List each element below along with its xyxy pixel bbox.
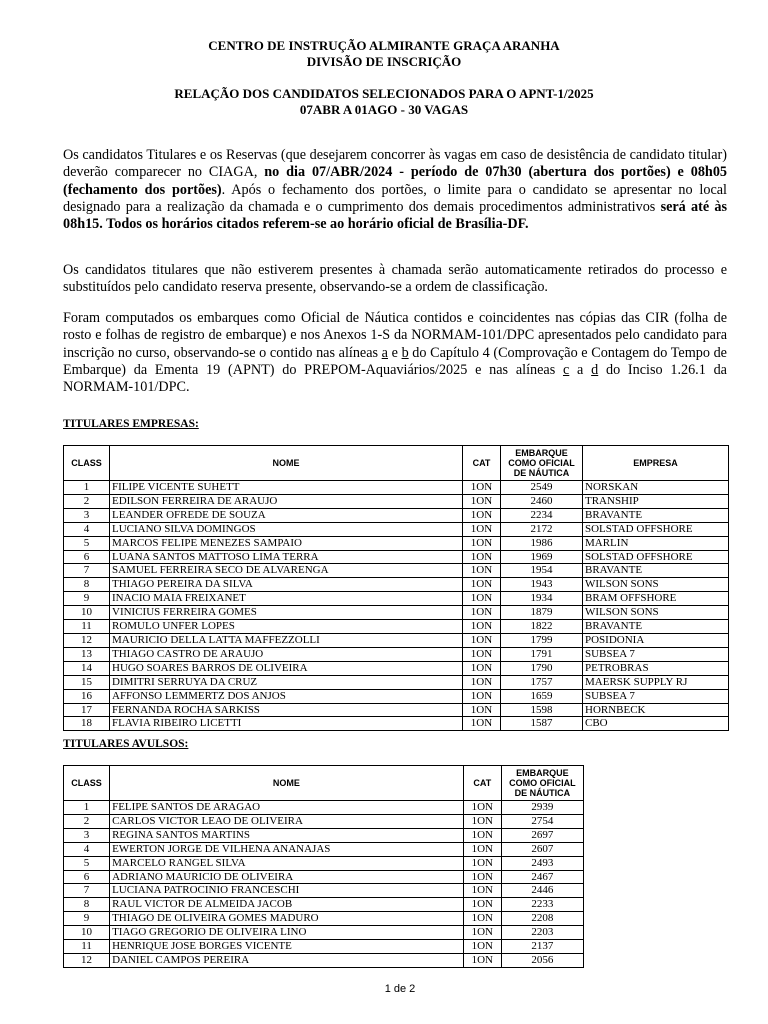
cell-cat: 1ON bbox=[463, 814, 501, 828]
table-row bbox=[64, 689, 729, 703]
cell-embarque: 2607 bbox=[501, 842, 583, 856]
cell-nome: CARLOS VICTOR LEAO DE OLIVEIRA bbox=[110, 814, 464, 828]
cell-class: 18 bbox=[64, 717, 110, 731]
paragraph-underlined-letter: b bbox=[401, 344, 409, 361]
cell-embarque: 1934 bbox=[501, 592, 583, 606]
paragraph-text: Foram computados os embarques como Oficial de Náutica contidos e coincidentes nas cópias das CIR (folha de rosto e folhas de registro de embarque) e nos Anexos 1-S da NORMAM-101/DPC apresentados pelo candidato para inscrição no curso, observando-se o contido nas alíneas bbox=[63, 310, 727, 361]
cell-empresa: TRANSHIP bbox=[583, 494, 729, 508]
cell-nome: THIAGO CASTRO DE ARAUJO bbox=[110, 647, 463, 661]
cell-cat: 1ON bbox=[463, 898, 501, 912]
cell-nome: RAUL VICTOR DE ALMEIDA JACOB bbox=[110, 898, 464, 912]
cell-cat: 1ON bbox=[463, 689, 501, 703]
cell-class: 6 bbox=[64, 870, 110, 884]
table-row bbox=[64, 675, 729, 689]
cell-embarque: 1879 bbox=[501, 606, 583, 620]
cell-cat: 1ON bbox=[463, 884, 501, 898]
cell-empresa: POSIDONIA bbox=[583, 633, 729, 647]
paragraph-text: . Após o fechamento dos portões, o limite para o candidato se apresentar no local designado para a realização da chamada e o cumprimento dos demais procedimentos administrativos bbox=[63, 181, 727, 215]
table-row bbox=[64, 842, 584, 856]
cell-embarque: 2203 bbox=[501, 926, 583, 940]
cell-class: 16 bbox=[64, 689, 110, 703]
cell-cat: 1ON bbox=[463, 912, 501, 926]
cell-cat: 1ON bbox=[463, 661, 501, 675]
cell-cat: 1ON bbox=[463, 564, 501, 578]
cell-nome: FILIPE VICENTE SUHETT bbox=[110, 481, 463, 495]
cell-class: 14 bbox=[64, 661, 110, 675]
cell-embarque: 2172 bbox=[501, 522, 583, 536]
cell-class: 10 bbox=[64, 926, 110, 940]
cell-empresa: HORNBECK bbox=[583, 703, 729, 717]
cell-embarque: 2446 bbox=[501, 884, 583, 898]
table-row bbox=[64, 564, 729, 578]
cell-class: 17 bbox=[64, 703, 110, 717]
table-row bbox=[64, 898, 584, 912]
table-row bbox=[64, 828, 584, 842]
cell-embarque: 1598 bbox=[501, 703, 583, 717]
cell-empresa: CBO bbox=[583, 717, 729, 731]
cell-class: 15 bbox=[64, 675, 110, 689]
cell-class: 2 bbox=[64, 494, 110, 508]
cell-cat: 1ON bbox=[463, 801, 501, 815]
cell-cat: 1ON bbox=[463, 675, 501, 689]
cell-embarque: 1986 bbox=[501, 536, 583, 550]
cell-cat: 1ON bbox=[463, 592, 501, 606]
cell-embarque: 2493 bbox=[501, 856, 583, 870]
cell-cat: 1ON bbox=[463, 856, 501, 870]
cell-cat: 1ON bbox=[463, 606, 501, 620]
cell-class: 13 bbox=[64, 647, 110, 661]
table-row bbox=[64, 606, 729, 620]
cell-empresa: BRAVANTE bbox=[583, 564, 729, 578]
table-row bbox=[64, 522, 729, 536]
document-title: RELAÇÃO DOS CANDIDATOS SELECIONADOS PARA O APNT-1/2025 bbox=[174, 86, 594, 101]
cell-cat: 1ON bbox=[463, 620, 501, 634]
cell-empresa: WILSON SONS bbox=[583, 578, 729, 592]
cell-nome: ADRIANO MAURICIO DE OLIVEIRA bbox=[110, 870, 464, 884]
cell-nome: INACIO MAIA FREIXANET bbox=[110, 592, 463, 606]
cell-nome: MARCELO RANGEL SILVA bbox=[110, 856, 464, 870]
cell-nome: FERNANDA ROCHA SARKISS bbox=[110, 703, 463, 717]
cell-class: 11 bbox=[64, 940, 110, 954]
table-row bbox=[64, 870, 584, 884]
cell-embarque: 2467 bbox=[501, 870, 583, 884]
cell-class: 8 bbox=[64, 578, 110, 592]
cell-empresa: SUBSEA 7 bbox=[583, 647, 729, 661]
cell-embarque: 2056 bbox=[501, 953, 583, 967]
table-row bbox=[64, 508, 729, 522]
cell-class: 2 bbox=[64, 814, 110, 828]
cell-nome: THIAGO PEREIRA DA SILVA bbox=[110, 578, 463, 592]
cell-cat: 1ON bbox=[463, 508, 501, 522]
division-title: DIVISÃO DE INSCRIÇÃO bbox=[306, 54, 462, 69]
cell-cat: 1ON bbox=[463, 481, 501, 495]
cell-nome: FLAVIA RIBEIRO LICETTI bbox=[110, 717, 463, 731]
cell-nome: DIMITRI SERRUYA DA CRUZ bbox=[110, 675, 463, 689]
cell-embarque: 1822 bbox=[501, 620, 583, 634]
cell-empresa: NORSKAN bbox=[583, 481, 729, 495]
cell-cat: 1ON bbox=[463, 647, 501, 661]
cell-embarque: 2549 bbox=[501, 481, 583, 495]
table-header-row bbox=[64, 446, 729, 481]
cell-nome: THIAGO DE OLIVEIRA GOMES MADURO bbox=[110, 912, 464, 926]
cell-class: 5 bbox=[64, 856, 110, 870]
cell-empresa: SUBSEA 7 bbox=[583, 689, 729, 703]
cell-embarque: 1791 bbox=[501, 647, 583, 661]
table-row bbox=[64, 661, 729, 675]
table-row bbox=[64, 647, 729, 661]
cell-nome: REGINA SANTOS MARTINS bbox=[110, 828, 464, 842]
cell-class: 8 bbox=[64, 898, 110, 912]
cell-cat: 1ON bbox=[463, 703, 501, 717]
section-title-empresas: TITULARES EMPRESAS: bbox=[63, 418, 199, 430]
cell-cat: 1ON bbox=[463, 940, 501, 954]
column-header-embarque: EMBARQUE COMO OFICIAL DE NÁUTICA bbox=[501, 766, 583, 801]
table-row bbox=[64, 620, 729, 634]
table-row bbox=[64, 856, 584, 870]
cell-class: 12 bbox=[64, 633, 110, 647]
paragraph-text: e bbox=[387, 344, 402, 361]
cell-class: 6 bbox=[64, 550, 110, 564]
column-header-nome: NOME bbox=[110, 766, 464, 801]
paragraph-bold-text: será até às 08h15. Todos os horários citados referem-se ao horário oficial de Brasília-DF. bbox=[63, 198, 727, 233]
document-subtitle: 07ABR A 01AGO - 30 VAGAS bbox=[299, 102, 469, 117]
cell-nome: HUGO SOARES BARROS DE OLIVEIRA bbox=[110, 661, 463, 675]
cell-embarque: 1943 bbox=[501, 578, 583, 592]
cell-embarque: 1969 bbox=[501, 550, 583, 564]
cell-embarque: 1954 bbox=[501, 564, 583, 578]
table-row bbox=[64, 592, 729, 606]
cell-nome: DANIEL CAMPOS PEREIRA bbox=[110, 953, 464, 967]
section-title-avulsos: TITULARES AVULSOS: bbox=[63, 738, 189, 750]
column-header-cat: CAT bbox=[463, 766, 501, 801]
table-row bbox=[64, 494, 729, 508]
cell-embarque: 2697 bbox=[501, 828, 583, 842]
cell-embarque: 2754 bbox=[501, 814, 583, 828]
table-row bbox=[64, 926, 584, 940]
cell-class: 9 bbox=[64, 912, 110, 926]
cell-nome: LUCIANO SILVA DOMINGOS bbox=[110, 522, 463, 536]
cell-nome: LEANDER OFREDE DE SOUZA bbox=[110, 508, 463, 522]
cell-class: 3 bbox=[64, 828, 110, 842]
paragraph-bold-text: no dia 07/ABR/2024 - período de 07h30 (abertura dos portões) e 08h05 (fechamento dos portões) bbox=[63, 164, 728, 198]
cell-class: 7 bbox=[64, 564, 110, 578]
cell-nome: HENRIQUE JOSE BORGES VICENTE bbox=[110, 940, 464, 954]
cell-class: 4 bbox=[64, 842, 110, 856]
cell-empresa: MAERSK SUPPLY RJ bbox=[583, 675, 729, 689]
cell-empresa: BRAVANTE bbox=[583, 508, 729, 522]
table-row bbox=[64, 814, 584, 828]
paragraph-text: do Inciso 1.26.1 da NORMAM-101/DPC. bbox=[63, 361, 727, 396]
table-body bbox=[64, 481, 729, 731]
table-row bbox=[64, 703, 729, 717]
cell-class: 7 bbox=[64, 884, 110, 898]
paragraph-computation bbox=[63, 310, 727, 396]
cell-cat: 1ON bbox=[463, 578, 501, 592]
paragraph-text: do Capítulo 4 (Comprovação e Contagem do Tempo de Embarque) da Ementa 19 (APNT) do PREPOM-Aquaviários/2025 e nas alíneas bbox=[63, 344, 727, 378]
cell-class: 10 bbox=[64, 606, 110, 620]
cell-class: 9 bbox=[64, 592, 110, 606]
column-header-nome: NOME bbox=[110, 446, 463, 481]
cell-class: 1 bbox=[64, 481, 110, 495]
cell-empresa: BRAM OFFSHORE bbox=[583, 592, 729, 606]
cell-class: 1 bbox=[64, 801, 110, 815]
page-number: 1 de 2 bbox=[384, 983, 416, 995]
paragraph-underlined-letter: a bbox=[381, 344, 388, 361]
cell-empresa: MARLIN bbox=[583, 536, 729, 550]
cell-class: 11 bbox=[64, 620, 110, 634]
cell-empresa: PETROBRAS bbox=[583, 661, 729, 675]
paragraph-absence: Os candidatos titulares que não estiverem presentes à chamada serão automaticamente retirados do processo e substituídos pelo candidato reserva presente, observando-se a ordem de classificação. bbox=[63, 262, 727, 296]
cell-embarque: 2460 bbox=[501, 494, 583, 508]
table-row bbox=[64, 633, 729, 647]
cell-embarque: 1790 bbox=[501, 661, 583, 675]
institution-title: CENTRO DE INSTRUÇÃO ALMIRANTE GRAÇA ARANHA bbox=[208, 38, 560, 53]
cell-nome: VINICIUS FERREIRA GOMES bbox=[110, 606, 463, 620]
cell-cat: 1ON bbox=[463, 633, 501, 647]
cell-nome: LUANA SANTOS MATTOSO LIMA TERRA bbox=[110, 550, 463, 564]
cell-embarque: 1799 bbox=[501, 633, 583, 647]
table-row bbox=[64, 953, 584, 967]
table-row bbox=[64, 481, 729, 495]
cell-nome: FELIPE SANTOS DE ARAGAO bbox=[110, 801, 464, 815]
cell-cat: 1ON bbox=[463, 522, 501, 536]
cell-cat: 1ON bbox=[463, 870, 501, 884]
cell-nome: EDILSON FERREIRA DE ARAUJO bbox=[110, 494, 463, 508]
column-header-class: CLASS bbox=[64, 766, 110, 801]
cell-cat: 1ON bbox=[463, 550, 501, 564]
cell-embarque: 2233 bbox=[501, 898, 583, 912]
cell-nome: MARCOS FELIPE MENEZES SAMPAIO bbox=[110, 536, 463, 550]
cell-nome: EWERTON JORGE DE VILHENA ANANAJAS bbox=[110, 842, 464, 856]
cell-embarque: 2208 bbox=[501, 912, 583, 926]
table-row bbox=[64, 536, 729, 550]
cell-cat: 1ON bbox=[463, 953, 501, 967]
paragraph-instructions bbox=[63, 147, 727, 233]
cell-nome: MAURICIO DELLA LATTA MAFFEZZOLLI bbox=[110, 633, 463, 647]
paragraph-text: a bbox=[569, 361, 592, 378]
paragraph-text: Os candidatos Titulares e os Reservas (que desejarem concorrer às vagas em caso de desistência de candidato titular) deverão comparecer no CIAGA, bbox=[63, 147, 727, 181]
table-row bbox=[64, 912, 584, 926]
cell-nome: AFFONSO LEMMERTZ DOS ANJOS bbox=[110, 689, 463, 703]
cell-empresa: SOLSTAD OFFSHORE bbox=[583, 522, 729, 536]
cell-embarque: 2234 bbox=[501, 508, 583, 522]
table-header-row bbox=[64, 766, 584, 801]
table-row bbox=[64, 550, 729, 564]
table-row bbox=[64, 578, 729, 592]
table-row bbox=[64, 940, 584, 954]
cell-embarque: 1659 bbox=[501, 689, 583, 703]
cell-cat: 1ON bbox=[463, 536, 501, 550]
paragraph-underlined-letter: d bbox=[591, 361, 599, 378]
paragraph-underlined-letter: c bbox=[562, 361, 570, 378]
column-header-embarque: EMBARQUE COMO OFICIAL DE NÁUTICA bbox=[501, 446, 583, 481]
cell-cat: 1ON bbox=[463, 828, 501, 842]
cell-embarque: 2939 bbox=[501, 801, 583, 815]
cell-embarque: 1587 bbox=[501, 717, 583, 731]
column-header-cat: CAT bbox=[463, 446, 501, 481]
column-header-class: CLASS bbox=[64, 446, 110, 481]
table-titulares-avulsos bbox=[63, 765, 584, 968]
cell-embarque: 2137 bbox=[501, 940, 583, 954]
cell-class: 3 bbox=[64, 508, 110, 522]
cell-empresa: SOLSTAD OFFSHORE bbox=[583, 550, 729, 564]
table-row bbox=[64, 717, 729, 731]
table-row bbox=[64, 801, 584, 815]
cell-nome: ROMULO UNFER LOPES bbox=[110, 620, 463, 634]
cell-nome: TIAGO GREGORIO DE OLIVEIRA LINO bbox=[110, 926, 464, 940]
cell-class: 5 bbox=[64, 536, 110, 550]
cell-cat: 1ON bbox=[463, 494, 501, 508]
table-titulares-empresas bbox=[63, 445, 729, 731]
cell-nome: LUCIANA PATROCINIO FRANCESCHI bbox=[110, 884, 464, 898]
table-body bbox=[64, 801, 584, 968]
cell-empresa: WILSON SONS bbox=[583, 606, 729, 620]
cell-cat: 1ON bbox=[463, 717, 501, 731]
cell-class: 4 bbox=[64, 522, 110, 536]
cell-class: 12 bbox=[64, 953, 110, 967]
cell-empresa: BRAVANTE bbox=[583, 620, 729, 634]
cell-cat: 1ON bbox=[463, 926, 501, 940]
column-header-empresa: EMPRESA bbox=[583, 446, 729, 481]
cell-cat: 1ON bbox=[463, 842, 501, 856]
cell-nome: SAMUEL FERREIRA SECO DE ALVARENGA bbox=[110, 564, 463, 578]
table-row bbox=[64, 884, 584, 898]
cell-embarque: 1757 bbox=[501, 675, 583, 689]
